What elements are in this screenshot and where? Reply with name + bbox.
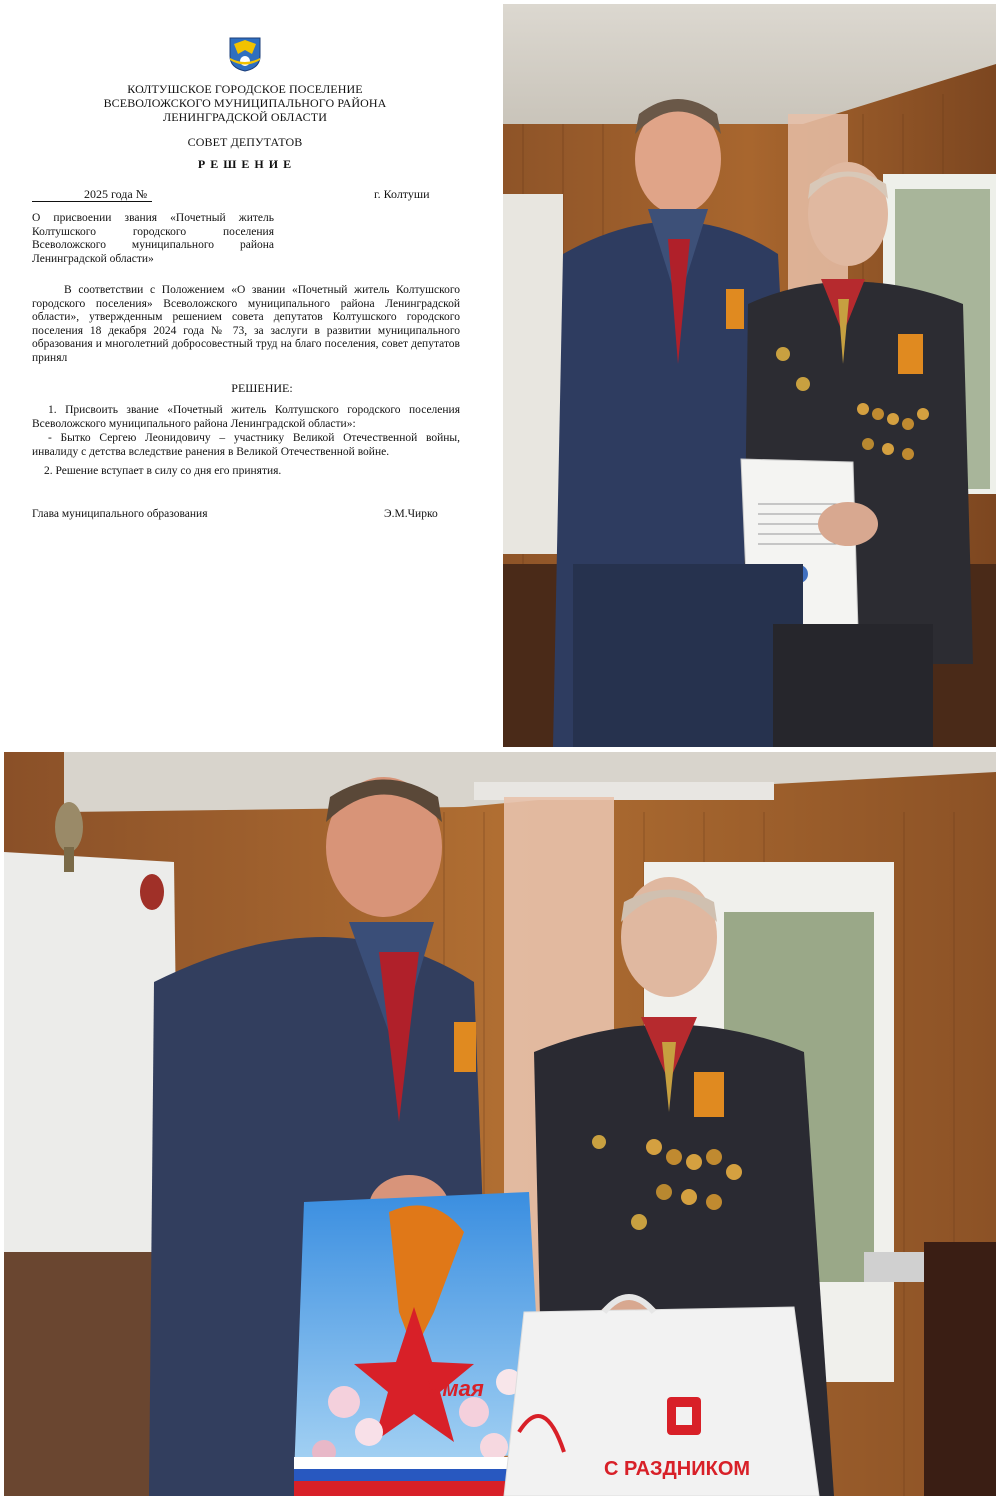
header-line-2: ВСЕВОЛОЖСКОГО МУНИЦИПАЛЬНОГО РАЙОНА xyxy=(103,96,387,110)
bag-text-may: 9 мая xyxy=(424,1376,484,1401)
decision-document xyxy=(0,0,500,748)
city: г. Колтуши xyxy=(374,187,430,201)
signatory-name: Э.М.Чирко xyxy=(384,508,438,520)
subject: О присвоении звания «Почетный житель Колтушского городского поселения Всеволожского муниципального района Ленинградской области» xyxy=(32,212,274,265)
date-field xyxy=(32,188,152,202)
header-line-3: ЛЕНИНГРАДСКОЙ ОБЛАСТИ xyxy=(162,110,327,124)
coat-of-arms-icon xyxy=(228,36,262,72)
item-1-detail: - Бытко Сергею Леонидовичу – участнику Великой Отечественной войны, инвалиду с детства вследствие ранения в Великой Отечественной войне. xyxy=(32,432,460,458)
header-line-1: КОЛТУШСКОЕ ГОРОДСКОЕ ПОСЕЛЕНИЕ xyxy=(127,82,363,96)
gift-bag-victory-icon xyxy=(294,1192,544,1496)
item-2: 2. Решение вступает в силу со дня его принятия. xyxy=(44,465,282,477)
bag-text-holiday: С РАЗДНИКОМ xyxy=(604,1458,751,1480)
item-1: 1. Присвоить звание «Почетный житель Колтушского городского поселения Всеволожского муниципального района Ленинградской области»: xyxy=(32,404,460,430)
signatory-title: Глава муниципального образования xyxy=(32,508,208,520)
date-text: 2025 года № xyxy=(84,187,148,201)
council-title: СОВЕТ ДЕПУТАТОВ xyxy=(187,135,303,149)
document-type: Р Е Ш Е Н И Е xyxy=(197,157,293,171)
photo-veteran-with-certificate xyxy=(503,4,996,747)
photo-gift-presentation xyxy=(4,752,996,1496)
preamble: В соответствии с Положением «О звании «Почетный житель Колтушского городского поселения» Всеволожского муниципального района Ленинградской области», утвержденным решением совета депутатов Колтушского городского поселения 18 декабря 2024 года № 73, за заслуги в развитии муниципального образования и многолетний добросовестный труд на благо поселения, совет депутатов принял xyxy=(32,284,460,364)
resolution-heading: РЕШЕНИЕ: xyxy=(231,381,293,395)
